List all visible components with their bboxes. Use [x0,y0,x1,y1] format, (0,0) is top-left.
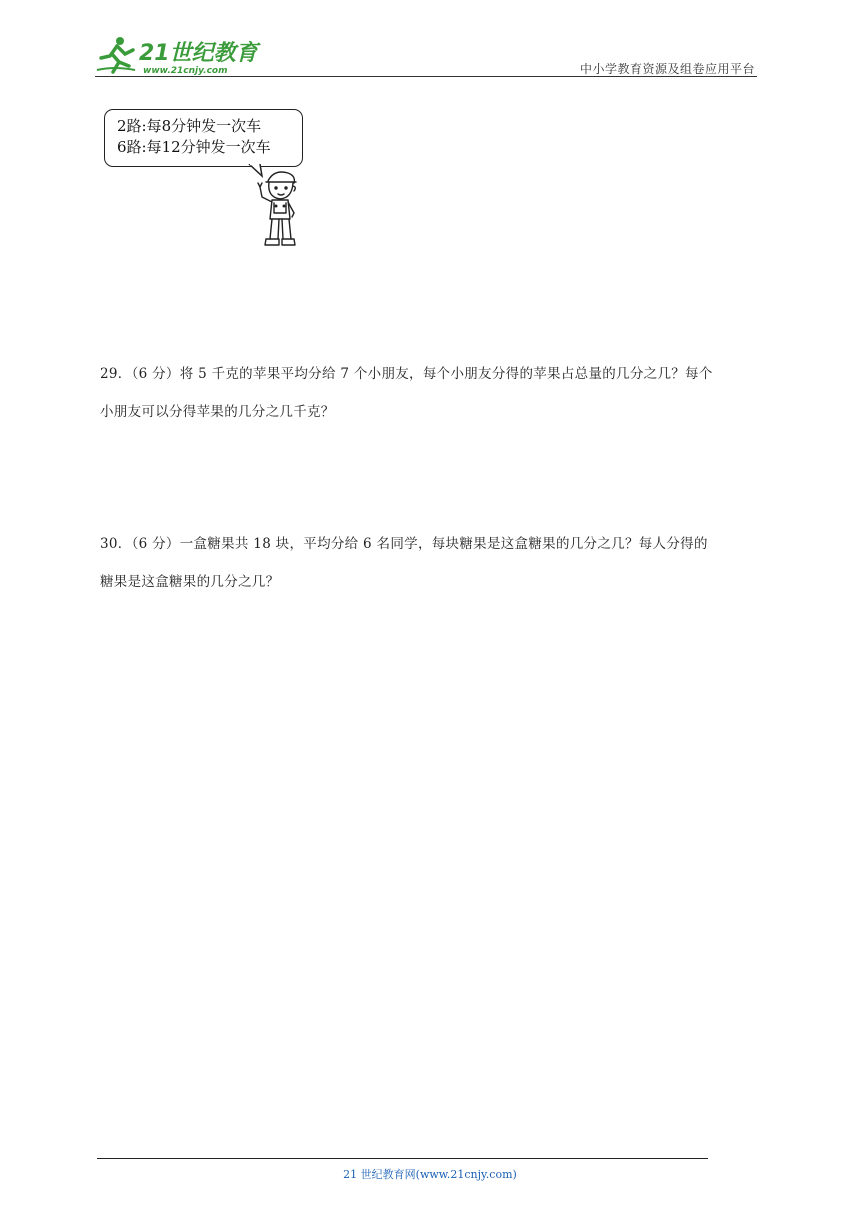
question-29-line-2: 小朋友可以分得苹果的几分之几千克？ [100,404,335,420]
header-divider [95,76,757,77]
logo-wordmark: 21世纪教育 [139,41,258,66]
bubble-line-2: 6路:每12分钟发一次车 [117,138,271,156]
question-29 [100,358,765,428]
boy-cartoon-icon [252,167,308,249]
page-header [95,30,757,78]
speech-bubble [104,109,303,167]
footer-link[interactable]: 21 世纪教育网(www.21cnjy.com) [343,1168,517,1181]
site-logo[interactable] [95,32,265,76]
bubble-line-1: 2路:每8分钟发一次车 [117,117,262,135]
question-30-line-1: 30．（6 分）一盒糖果共 18 块，平均分给 6 名同学，每块糖果是这盒糖果的几分之几？每人分得的 [100,536,708,552]
footer-divider [97,1158,708,1159]
question-30 [100,528,765,598]
question-29-line-1: 29．（6 分）将 5 千克的苹果平均分给 7 个小朋友，每个小朋友分得的苹果占总量的几分之几？每个 [100,366,713,382]
runner-logo-icon [95,32,265,76]
platform-title: 中小学教育资源及组卷应用平台 [579,62,755,76]
logo-url: www.21cnjy.com [143,66,228,76]
question-30-line-2: 糖果是这盒糖果的几分之几？ [100,574,280,590]
